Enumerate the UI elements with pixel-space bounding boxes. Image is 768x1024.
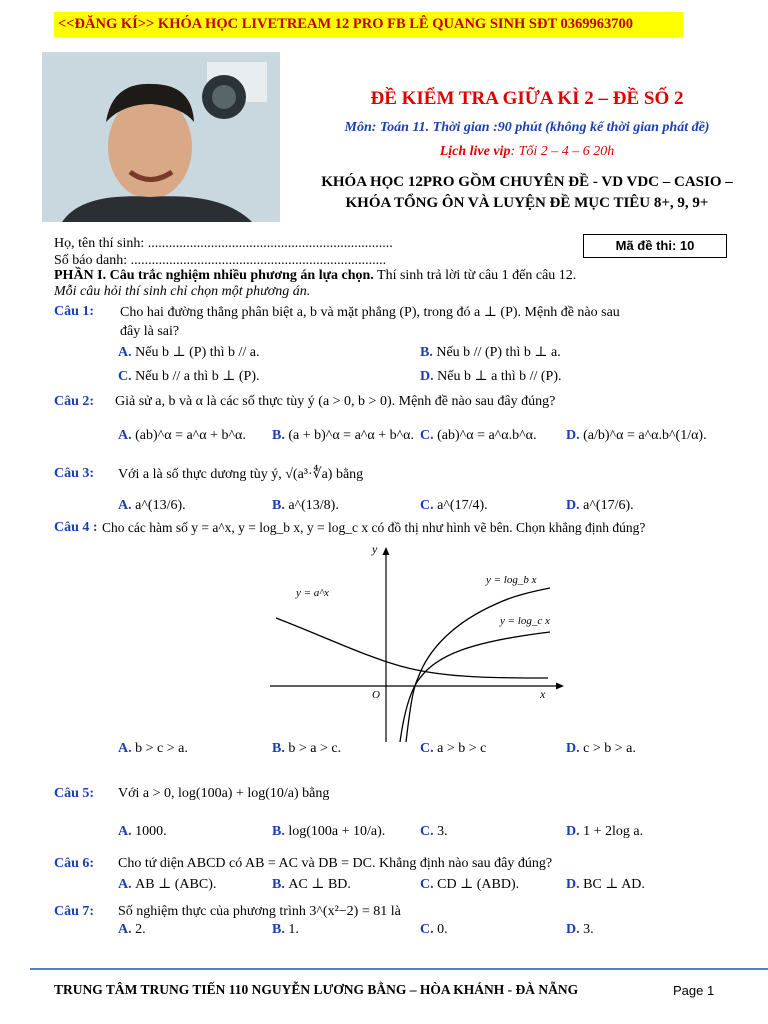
graph-x-axis-label: x bbox=[540, 687, 546, 701]
q3-option-a[interactable]: A. a^(13/6). bbox=[118, 498, 186, 513]
q7-option-c-text: 0. bbox=[437, 922, 448, 937]
q6-option-b[interactable]: B. AC ⊥ BD. bbox=[272, 877, 351, 892]
q2-option-a[interactable]: A. (ab)^α = a^α + b^α. bbox=[118, 428, 246, 443]
q7-option-c[interactable]: C. 0. bbox=[420, 922, 448, 937]
q7-option-b-text: 1. bbox=[288, 922, 299, 937]
q6-option-c[interactable]: C. CD ⊥ (ABD). bbox=[420, 877, 520, 892]
part1-instruction-2: Mỗi câu hỏi thí sinh chỉ chọn một phương án. bbox=[54, 284, 311, 299]
course-line-1: KHÓA HỌC 12PRO GỒM CHUYÊN ĐỀ - VD VDC – CASIO – bbox=[321, 174, 733, 190]
q3-option-d-text: a^(17/6). bbox=[583, 498, 634, 513]
exam-code-box: Mã đề thi: 10 bbox=[583, 234, 727, 258]
graph-curve-logc-label: y = log_c x bbox=[500, 615, 550, 627]
q5-option-c[interactable]: C. 3. bbox=[420, 824, 448, 839]
exam-title: ĐỀ KIỂM TRA GIỮA KÌ 2 – ĐỀ SỐ 2 bbox=[370, 88, 684, 109]
q4-option-c-text: a > b > c bbox=[437, 741, 487, 756]
q5-option-d[interactable]: D. 1 + 2log a. bbox=[566, 824, 644, 839]
q2-option-c-text: (ab)^α = a^α.b^α. bbox=[437, 428, 537, 443]
q4-option-c[interactable]: C. a > b > c bbox=[420, 741, 487, 756]
q1-option-a[interactable]: A. Nếu b ⊥ (P) thì b // a. bbox=[118, 345, 260, 360]
q6-option-c-text: CD ⊥ (ABD). bbox=[437, 877, 520, 892]
part1-heading bbox=[54, 268, 576, 284]
q3-option-d[interactable]: D. a^(17/6). bbox=[566, 498, 634, 513]
function-graph bbox=[268, 538, 568, 743]
page-number: Page 1 bbox=[673, 983, 715, 998]
q7-label: Câu 7: bbox=[54, 904, 95, 919]
q2-option-a-text: (ab)^α = a^α + b^α. bbox=[135, 428, 246, 443]
q3-option-c[interactable]: C. a^(17/4). bbox=[420, 498, 488, 513]
part1-instruction: Thí sinh trả lời từ câu 1 đến câu 12. bbox=[373, 268, 577, 283]
exam-subject: Môn: Toán 11. Thời gian :90 phút (không kể thời gian phát đề) bbox=[344, 120, 710, 135]
q2-option-b[interactable]: B. (a + b)^α = a^α + b^α. bbox=[272, 428, 414, 443]
q2-label: Câu 2: bbox=[54, 394, 95, 409]
q1-option-b[interactable]: B. Nếu b // (P) thì b ⊥ a. bbox=[420, 345, 561, 360]
q4-option-d-text: c > b > a. bbox=[583, 741, 636, 756]
q3-option-b-text: a^(13/8). bbox=[288, 498, 339, 513]
q2-option-b-text: (a + b)^α = a^α + b^α. bbox=[288, 428, 414, 443]
q4-option-b-text: b > a > c. bbox=[288, 741, 342, 756]
q6-option-d[interactable]: D. BC ⊥ AD. bbox=[566, 877, 645, 892]
q1-option-a-text: Nếu b ⊥ (P) thì b // a. bbox=[135, 345, 260, 360]
graph-curve-logb-label: y = log_b x bbox=[486, 574, 537, 586]
part1-title: PHẦN I. Câu trắc nghiệm nhiều phương án lựa chọn. bbox=[54, 268, 374, 283]
q6-option-a[interactable]: A. AB ⊥ (ABC). bbox=[118, 877, 217, 892]
q1-option-b-text: Nếu b // (P) thì b ⊥ a. bbox=[436, 345, 561, 360]
q2-option-d-text: (a/b)^α = a^α.b^(1/α). bbox=[583, 428, 707, 443]
q4-option-a-text: b > c > a. bbox=[135, 741, 188, 756]
q1-option-d-text: Nếu b ⊥ a thì b // (P). bbox=[437, 369, 562, 384]
graph-curve-exp-label: y = a^x bbox=[296, 587, 329, 599]
q3-text: Với a là số thực dương tùy ý, √(a³·∜a) bằng bbox=[118, 467, 364, 482]
q3-label: Câu 3: bbox=[54, 466, 95, 481]
q3-option-a-text: a^(13/6). bbox=[135, 498, 186, 513]
q2-option-d[interactable]: D. (a/b)^α = a^α.b^(1/α). bbox=[566, 428, 707, 443]
q7-option-b[interactable]: B. 1. bbox=[272, 922, 299, 937]
q6-option-b-text: AC ⊥ BD. bbox=[288, 877, 351, 892]
live-schedule bbox=[290, 144, 764, 160]
q1-option-c-text: Nếu b // a thì b ⊥ (P). bbox=[135, 369, 260, 384]
q5-text: Với a > 0, log(100a) + log(10/a) bằng bbox=[118, 786, 330, 801]
q4-text: Cho các hàm số y = a^x, y = log_b x, y = log_c x có đồ thị như hình vẽ bên. Chọn khẳng định đúng? bbox=[102, 520, 646, 535]
teacher-photo bbox=[42, 52, 280, 222]
q1-text: Cho hai đường thẳng phân biệt a, b và mặt phẳng (P), trong đó a ⊥ (P). Mệnh đề nào sau bbox=[120, 305, 620, 320]
q4-label: Câu 4 : bbox=[54, 520, 98, 535]
registration-banner: <<ĐĂNG KÍ>> KHÓA HỌC LIVETREAM 12 PRO FB LÊ QUANG SINH SĐT 0369963700 bbox=[54, 12, 683, 37]
q7-option-a-text: 2. bbox=[135, 922, 146, 937]
q5-option-b-text: log(100a + 10/a). bbox=[288, 824, 386, 839]
q2-option-c[interactable]: C. (ab)^α = a^α.b^α. bbox=[420, 428, 537, 443]
student-name-field: Họ, tên thí sinh: ...................................................................... bbox=[54, 236, 393, 251]
q7-option-d[interactable]: D. 3. bbox=[566, 922, 594, 937]
live-time: : Tối 2 – 4 – 6 20h bbox=[510, 144, 615, 159]
q3-option-c-text: a^(17/4). bbox=[437, 498, 488, 513]
q3-option-b[interactable]: B. a^(13/8). bbox=[272, 498, 339, 513]
q5-option-a[interactable]: A. 1000. bbox=[118, 824, 167, 839]
graph-y-axis-label: y bbox=[372, 542, 378, 556]
q7-option-d-text: 3. bbox=[583, 922, 594, 937]
q4-option-a[interactable]: A. b > c > a. bbox=[118, 741, 188, 756]
course-line-2: KHÓA TỔNG ÔN VÀ LUYỆN ĐỀ MỤC TIÊU 8+, 9, 9+ bbox=[345, 195, 709, 211]
graph-origin-label: O bbox=[372, 689, 380, 701]
q5-label: Câu 5: bbox=[54, 786, 95, 801]
q5-option-a-text: 1000. bbox=[135, 824, 167, 839]
q7-option-a[interactable]: A. 2. bbox=[118, 922, 146, 937]
course-description bbox=[290, 172, 764, 214]
q1-text-2: đây là sai? bbox=[120, 324, 180, 339]
q5-option-d-text: 1 + 2log a. bbox=[583, 824, 644, 839]
q6-option-a-text: AB ⊥ (ABC). bbox=[135, 877, 217, 892]
q1-option-d[interactable]: D. Nếu b ⊥ a thì b // (P). bbox=[420, 369, 562, 384]
q2-text: Giả sử a, b và α là các số thực tùy ý (a > 0, b > 0). Mệnh đề nào sau đây đúng? bbox=[115, 394, 556, 409]
student-id-field: Số báo danh: ......................................................................... bbox=[54, 253, 387, 268]
q5-option-c-text: 3. bbox=[437, 824, 448, 839]
q5-option-b[interactable]: B. log(100a + 10/a). bbox=[272, 824, 386, 839]
q7-text: Số nghiệm thực của phương trình 3^(x²−2) = 81 là bbox=[118, 904, 401, 919]
q6-label: Câu 6: bbox=[54, 856, 95, 871]
q6-option-d-text: BC ⊥ AD. bbox=[583, 877, 645, 892]
q4-option-b[interactable]: B. b > a > c. bbox=[272, 741, 342, 756]
footer-divider bbox=[30, 968, 768, 970]
q1-label: Câu 1: bbox=[54, 304, 95, 319]
q6-text: Cho tứ diện ABCD có AB = AC và DB = DC. Khẳng định nào sau đây đúng? bbox=[118, 856, 553, 871]
q1-option-c[interactable]: C. Nếu b // a thì b ⊥ (P). bbox=[118, 369, 260, 384]
q4-option-d[interactable]: D. c > b > a. bbox=[566, 741, 636, 756]
live-label: Lịch live vip bbox=[439, 144, 511, 159]
footer-center: TRUNG TÂM TRUNG TIẾN 110 NGUYỄN LƯƠNG BẰNG – HÒA KHÁNH - ĐÀ NẴNG bbox=[54, 982, 579, 997]
